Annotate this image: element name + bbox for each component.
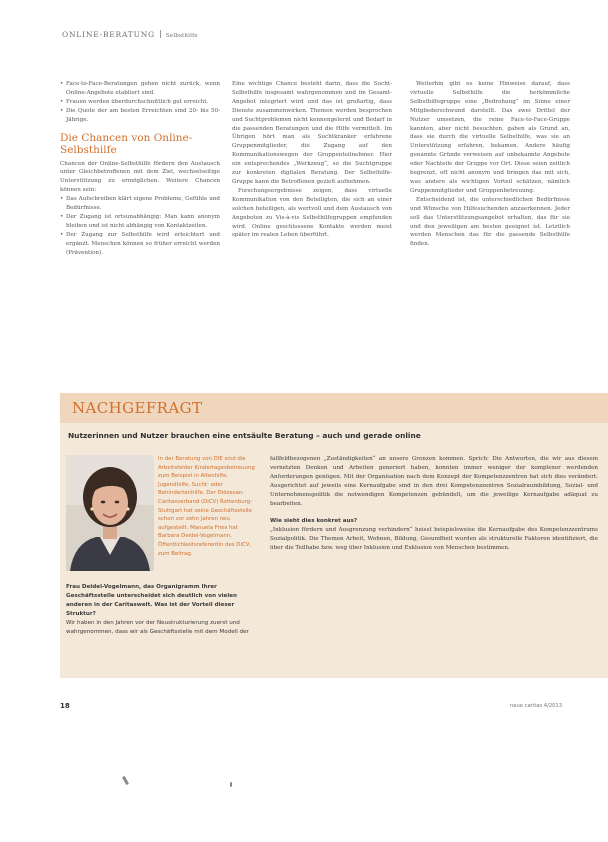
interview-box <box>60 393 608 678</box>
bullet-list-top <box>60 80 220 125</box>
list-item: • Face-to-Face-Beratungen gehen nicht zurück, wenn Online-Angebote etabliert sind. <box>60 80 220 98</box>
interview-question: Wie sieht dies konkret aus? <box>270 518 358 525</box>
paragraph: Forschungsergebnisse zeigen, dass virtuelle Kommunikation von den Beteiligten, die sich an einer solchen beteiligen, als wertvoll und dem Austausch von Angeboten zu Vis-à-vis Selbsthilfegruppen empfunden wird. Online geschlossene Kontakte werden meist später im realen Leben überführt. <box>232 187 392 239</box>
scan-mark <box>230 782 232 787</box>
interview-question: Frau Deidel-Vogelmann, das Organigramm Ihrer Geschäftsstelle unterscheidet sich deutlich von vielen anderen in der Caritaswelt. Was ist der Vorteil dieser Struktur? <box>66 584 238 617</box>
scan-mark <box>122 776 129 785</box>
article-column-3 <box>410 80 570 249</box>
article-column-2 <box>232 80 392 240</box>
paragraph: Entscheidend ist, die unterschiedlichen Bedürfnisse und Wünsche von Hilfesuchenden anzuerkennen. Jeder soll das Unterstützungsangebot erhalten, das für sie und den jeweiligen am besten geeignet ist. Letztlich werden Menschen das für die passende Selbsthilfe finden. <box>410 196 570 248</box>
publication-label: neue caritas 4/2013 <box>510 703 563 709</box>
bullet-list-bottom <box>60 195 220 257</box>
box-title: NACHGEFRAGT <box>72 399 203 417</box>
list-item: • Der Zugang ist ortsunabhängig: Man kann anonym bleiben und ist nicht abhängig von Kontaktzeiten. <box>60 213 220 231</box>
box-headline: Nutzerinnen und Nutzer brauchen eine entsäulte Beratung – auch und gerade online <box>68 431 421 440</box>
portrait-photo <box>66 455 154 571</box>
list-item: • Der Zugang zur Selbsthilfe wird erleichtert und ergänzt. Menschen können so früher erreicht werden (Prävention). <box>60 231 220 258</box>
header-divider <box>160 30 161 38</box>
running-header <box>62 30 198 39</box>
list-item: • Die Quote der am besten Erreichten sind 20- bis 50-Jährige. <box>60 107 220 125</box>
interview-answer: Wir haben in den Jahren vor der Neustrukturierung zuerst und wahrgenommen, dass wir als Geschäftsstelle mit dem Modell der <box>66 620 249 635</box>
list-item: • Das Aufschreiben klärt eigene Probleme, Gefühle und Bedürfnisse. <box>60 195 220 213</box>
header-section: ONLINE-BERATUNG <box>62 30 155 39</box>
portrait-image <box>66 455 154 571</box>
section-heading: Die Chancen von Online-Selbsthilfe <box>60 131 193 156</box>
list-item: • Frauen werden überdurchschnittlich gut erreicht. <box>60 98 220 107</box>
paragraph: Eine wichtige Chance besteht darin, dass die Sucht-Selbsthilfe insgesamt wahrgenommen und im Gesamt-Angebot integriert wird und das ist großartig, dass Dienste zusammenwirken. Themen werden besprochen und Suchtproblemen nicht kennengelernt und Bedarf in die passenden Beratungen und die Hilfe vermittelt. Im Übrigen hört man als Suchtkranker erfahrene Gruppenmitglieder, die Zugang auf den Kommunikationswegen der Gruppenteilnehmer. Hier ein entsprechendes „Werkzeug“, so die Suchtgruppe zur konkreten digitalen Beratung. Der Selbsthilfe-Gruppe kann die Betroffenen gezielt aufnehmen. <box>232 81 392 185</box>
header-subsection: Selbsthilfe <box>165 33 198 39</box>
paragraph: Weiterhin gibt es keine Hinweise darauf, dass virtuelle Selbsthilfe die herkömmliche Selbsthilfegruppe eine „Bedrohung“ im Sinne einer Mitgliederschwund darstellt. Das zwei Drittel der Nutzer umsetzen, die reine Face-to-Face-Gruppe kannten, aber nicht besuchten, gaben als Grund an, dass sie durch die virtuelle Selbsthilfe, was sie an Unterstützung erfahren, bekamen. Andere häufig genannte Gründe verweisen auf unbekannte Angebote oder Nachteile der Gruppe vor Ort. Diese seien zeitlich begrenzt, oft nicht anonym und bringen das mit sich, was andere als wichtigen Vorteil schätzen, nämlich Gruppenmitglieder und Gruppenbetreuung. <box>410 81 570 194</box>
interview-answer: fallfeldbezogenen „Zuständigkeiten“ an unsere Grenzen kommen. Sprich: Die Antworten, die wir aus diesem vernetzten Denken und Arbeiten generiert haben, konnten immer weniger der komplexer werdenden Anforderungen genügen. Mit der Organisation nach dem Konzept der Kompetenzzentren hat sich dies verändert: Ausgerichtet auf jeweils eine Kernaufgabe sind in den drei Kompetenzzentren Sozialraumbildung, Sozial- und Unternehmenspolitik die notwendigen Kompetenzen gebündelt, um die jeweilige Kernaufgabe adäquat zu bearbeiten. <box>270 456 598 507</box>
interview-answer: „Inklusion fördern und Ausgrenzung verhindern“ heisst beispielsweise die Kernaufgabe des Kompetenzzentrums Sozialpolitik. Die Themen Arbeit, Wohnen, Bildung, Gesundheit wurden als strukturelle Faktoren identifiziert, die über die Teilhabe bzw. weg über Inklusion und Exklusion von Menschen bestimmen. <box>270 527 598 552</box>
interview-left-column <box>66 583 258 637</box>
article-column-1 <box>60 80 220 258</box>
paragraph: Chancen der Online-Selbsthilfe fördern den Austausch unter Gleichbetroffenen mit dem Ziel, wechselseitige Unterstützung zu ermöglichen. Weitere Chancen können sein: <box>60 160 220 194</box>
page-number: 18 <box>60 702 70 710</box>
interview-right-column <box>270 455 598 553</box>
interview-intro: In der Beratung von DIE sind die Arbeitsfelder Kindertagesbetreuung zum Beispiel in Altenhilfe, Jugendhilfe, Sucht- oder Behindertenhilfe. Der Diözesan-Caritasverband (DiCV) Rottenburg-Stuttgart hat seine Geschäftsstelle schon vor zehn Jahren neu aufgestellt. Manuela Fries hat Barbara Deidel-Vogelmann, Öffentlichkeitsreferentin des DiCV, zum Beitrag. <box>158 456 255 557</box>
